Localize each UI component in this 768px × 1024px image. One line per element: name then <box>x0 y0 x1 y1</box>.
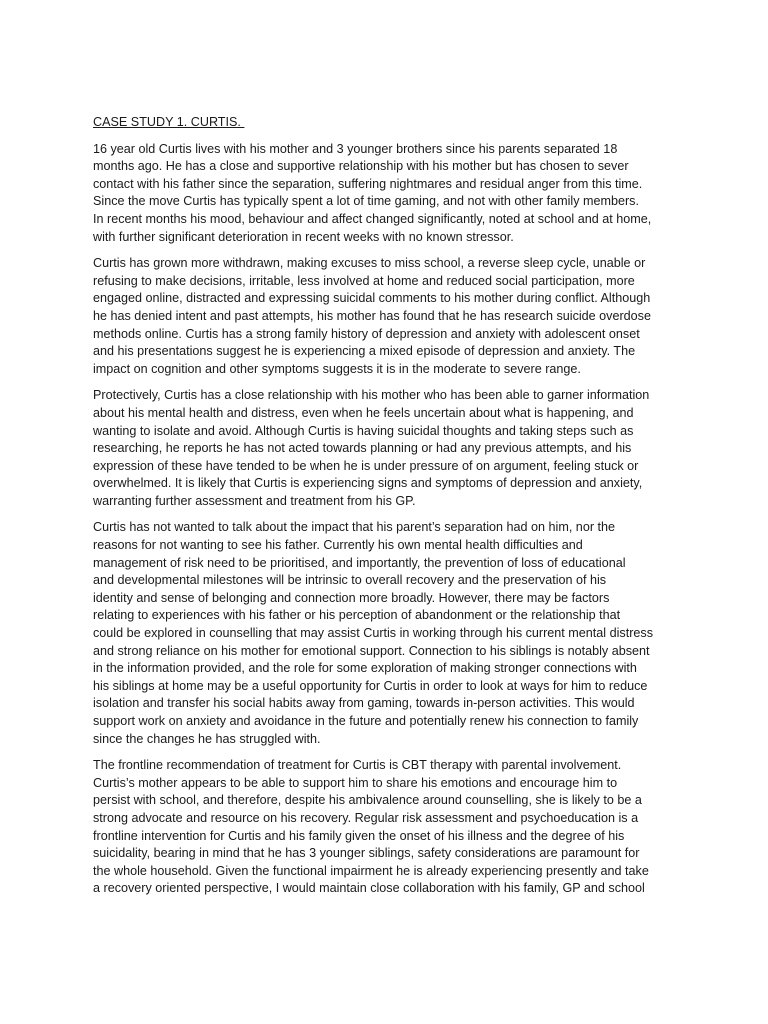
text-line: wanting to isolate and avoid. Although Curtis is having suicidal thoughts and taking steps such as <box>93 423 634 438</box>
text-line: reasons for not wanting to see his father. Currently his own mental health difficulties and <box>93 538 583 553</box>
text-line: he has denied intent and past attempts, his mother has found that he has research suicide overdose <box>93 308 651 323</box>
text-line: in the information provided, and the role for some exploration of making stronger connections with <box>93 661 637 676</box>
text-line: a recovery oriented perspective, I would maintain close collaboration with his family, GP and school <box>93 881 645 896</box>
paragraph-5 <box>93 757 677 898</box>
text-line: contact with his father since the separation, suffering nightmares and residual anger from this time. <box>93 176 643 191</box>
text-line: Since the move Curtis has typically spent a lot of time gaming, and not with other family members. <box>93 194 639 209</box>
text-line: researching, he reports he has not acted towards planning or had any previous attempts, and his <box>93 441 632 456</box>
text-line: suicidality, bearing in mind that he has 3 younger siblings, safety considerations are paramount for <box>93 846 640 861</box>
text-line: identity and sense of belonging and connection more broadly. However, there may be factors <box>93 590 610 605</box>
text-line: Curtis has grown more withdrawn, making excuses to miss school, a reverse sleep cycle, unable or <box>93 256 646 271</box>
text-line: relating to experiences with his father or his perception of abandonment or the relationship that <box>93 608 621 623</box>
text-line: and his presentations suggest he is experiencing a mixed episode of depression and anxiety. The <box>93 344 636 359</box>
text-line: Protectively, Curtis has a close relationship with his mother who has been able to garner information <box>93 388 650 403</box>
text-line: frontline intervention for Curtis and his family given the onset of his illness and the degree of his <box>93 828 625 843</box>
paragraph-2 <box>93 255 677 378</box>
text-line: management of risk need to be prioritised, and importantly, the prevention of loss of educational <box>93 555 626 570</box>
paragraph-4 <box>93 519 677 748</box>
text-line: and developmental milestones will be intrinsic to overall recovery and the preservation of his <box>93 573 607 588</box>
text-line: refusing to make decisions, irritable, less involved at home and reduced social participation, more <box>93 273 635 288</box>
text-line: expression of these have tended to be when he is under pressure of on argument, feeling stuck or <box>93 458 639 473</box>
text-line: Curtis has not wanted to talk about the impact that his parent’s separation had on him, nor the <box>93 520 616 535</box>
document-title: CASE STUDY 1. CURTIS. <box>93 115 245 129</box>
text-line: engaged online, distracted and expressing suicidal comments to his mother during conflict. Although <box>93 291 651 306</box>
text-line: the whole household. Given the functional impairment he is already experiencing presently and take <box>93 863 649 878</box>
paragraph-3 <box>93 387 677 510</box>
text-line: impact on cognition and other symptoms suggests it is in the moderate to severe range. <box>93 361 581 376</box>
text-line: his siblings at home may be a useful opportunity for Curtis in order to look at ways for him to reduce <box>93 678 648 693</box>
text-line: could be explored in counselling that may assist Curtis in working through his current mental distress <box>93 626 653 641</box>
text-line: strong advocate and resource on his recovery. Regular risk assessment and psychoeducation is a <box>93 810 639 825</box>
text-line: warranting further assessment and treatment from his GP. <box>93 493 416 508</box>
text-line: overwhelmed. It is likely that Curtis is experiencing signs and symptoms of depression and anxiety, <box>93 476 643 491</box>
text-line: 16 year old Curtis lives with his mother and 3 younger brothers since his parents separated 18 <box>93 141 618 156</box>
paragraph-1 <box>93 141 677 247</box>
text-line: isolation and transfer his social habits away from gaming, towards in-person activities. This would <box>93 696 635 711</box>
text-line: months ago. He has a close and supportive relationship with his mother but has chosen to sever <box>93 159 629 174</box>
text-line: about his mental health and distress, even when he feels uncertain about what is happening, and <box>93 405 634 420</box>
text-line: In recent months his mood, behaviour and affect changed significantly, noted at school and at home, <box>93 211 652 226</box>
document-page <box>93 114 677 907</box>
text-line: persist with school, and therefore, despite his ambivalence around counselling, she is likely to be a <box>93 793 642 808</box>
text-line: with further significant deterioration in recent weeks with no known stressor. <box>93 229 514 244</box>
text-line: Curtis’s mother appears to be able to support him to share his emotions and encourage him to <box>93 775 618 790</box>
text-line: support work on anxiety and avoidance in the future and potentially renew his connection to family <box>93 714 639 728</box>
text-line: and strong reliance on his mother for emotional support. Connection to his siblings is notably absent <box>93 643 650 658</box>
text-line: methods online. Curtis has a strong family history of depression and anxiety with adolescent onset <box>93 326 640 341</box>
text-line: The frontline recommendation of treatment for Curtis is CBT therapy with parental involvement. <box>93 758 622 773</box>
text-line: since the changes he has struggled with. <box>93 731 321 746</box>
